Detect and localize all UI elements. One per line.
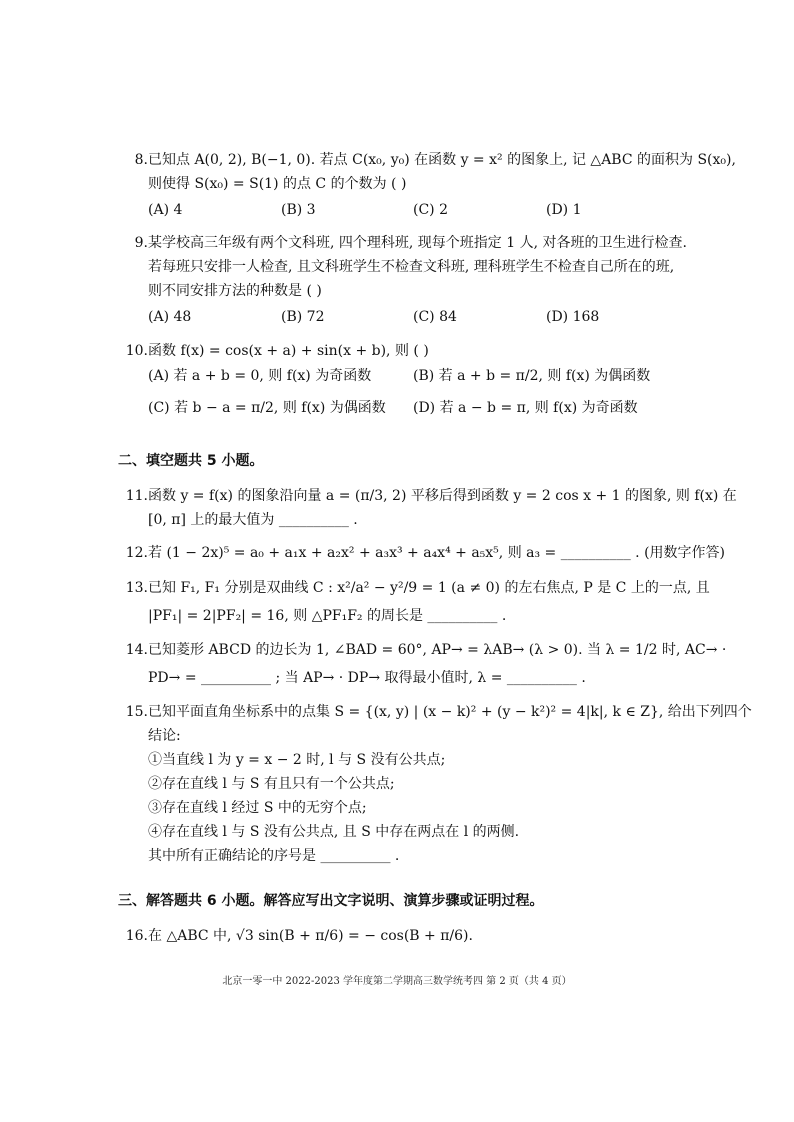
question-text-line: 已知平面直角坐标系中的点集 S = {(x, y) | (x − k)² + (y − k²)² = 4|k|, k ∈ Z}, 给出下列四个 [148, 704, 752, 720]
question-text-line: 若 (1 − 2x)⁵ = a₀ + a₁x + a₂x² + a₃x³ + a₄x⁴ + a₅x⁵, 则 a₃ = __________ . (用数字作答) [148, 545, 726, 561]
question-number: 10. [125, 343, 148, 359]
option-b: (B) 72 [281, 309, 325, 325]
option-d: (D) 若 a − b = π, 则 f(x) 为奇函数 [413, 400, 638, 416]
option-d: (D) 1 [546, 202, 582, 218]
option-c: (C) 2 [413, 202, 448, 218]
section-heading-fill-in: 二、填空题共 5 小题。 [118, 453, 264, 469]
question-text-line: 函数 y = f(x) 的图象沿向量 a = (π/3, 2) 平移后得到函数 y = 2 cos x + 1 的图象, 则 f(x) 在 [148, 488, 737, 504]
option-a: (A) 4 [148, 202, 183, 218]
option-c: (C) 84 [413, 309, 457, 325]
question-text-line: 已知菱形 ABCD 的边长为 1, ∠BAD = 60°, AP→ = λAB→ (λ > 0). 当 λ = 1/2 时, AC→ · [148, 642, 727, 658]
question-text-line: 在 △ABC 中, √3 sin(B + π/6) = − cos(B + π/6). [148, 928, 473, 944]
option-b: (B) 3 [281, 202, 316, 218]
question-number: 8. [134, 152, 148, 168]
question-text-line: 已知点 A(0, 2), B(−1, 0). 若点 C(x₀, y₀) 在函数 y = x² 的图象上, 记 △ABC 的面积为 S(x₀), [148, 152, 736, 168]
question-text-line: 某学校高三年级有两个文科班, 四个理科班, 现每个班指定 1 人, 对各班的卫生进行检查. [148, 235, 687, 251]
question-number: 14. [125, 642, 148, 658]
question-text-line: 已知 F₁, F₁ 分别是双曲线 C : x²/a² − y²/9 = 1 (a ≠ 0) 的左右焦点, P 是 C 上的一点, 且 [148, 580, 710, 596]
conclusion-1: ①当直线 l 为 y = x − 2 时, l 与 S 没有公共点; [148, 752, 446, 768]
option-c: (C) 若 b − a = π/2, 则 f(x) 为偶函数 [148, 400, 386, 416]
question-text-line: 结论: [148, 728, 181, 744]
question-text-line: 其中所有正确结论的序号是 __________ . [148, 848, 400, 864]
question-text-line: PD→ = __________ ; 当 AP→ · DP→ 取得最小值时, λ = __________ . [148, 670, 586, 686]
conclusion-2: ②存在直线 l 与 S 有且只有一个公共点; [148, 776, 395, 792]
page-footer: 北京一零一中 2022-2023 学年度第二学期高三数学统考四 第 2 页（共 4 页） [222, 976, 572, 987]
option-a: (A) 48 [148, 309, 192, 325]
question-number: 12. [125, 545, 148, 561]
question-number: 13. [125, 580, 148, 596]
question-number: 9. [134, 235, 148, 251]
question-text-line: 则不同安排方法的种数是 ( ) [148, 283, 322, 299]
question-text-line: [0, π] 上的最大值为 __________ . [148, 512, 358, 528]
question-text-line: 函数 f(x) = cos(x + a) + sin(x + b), 则 ( ) [148, 343, 429, 359]
section-heading-answer: 三、解答题共 6 小题。解答应写出文字说明、演算步骤或证明过程。 [118, 893, 544, 909]
question-number: 16. [125, 928, 148, 944]
question-text-line: 则使得 S(x₀) = S(1) 的点 C 的个数为 ( ) [148, 176, 407, 192]
question-number: 11. [125, 488, 148, 504]
question-number: 15. [125, 704, 148, 720]
option-d: (D) 168 [546, 309, 600, 325]
question-text-line: |PF₁| = 2|PF₂| = 16, 则 △PF₁F₂ 的周长是 __________ . [148, 608, 507, 624]
option-a: (A) 若 a + b = 0, 则 f(x) 为奇函数 [148, 368, 372, 384]
conclusion-3: ③存在直线 l 经过 S 中的无穷个点; [148, 800, 367, 816]
question-text-line: 若每班只安排一人检查, 且文科班学生不检查文科班, 理科班学生不检查自己所在的班, [148, 259, 675, 275]
option-b: (B) 若 a + b = π/2, 则 f(x) 为偶函数 [413, 368, 651, 384]
conclusion-4: ④存在直线 l 与 S 没有公共点, 且 S 中存在两点在 l 的两侧. [148, 824, 520, 840]
